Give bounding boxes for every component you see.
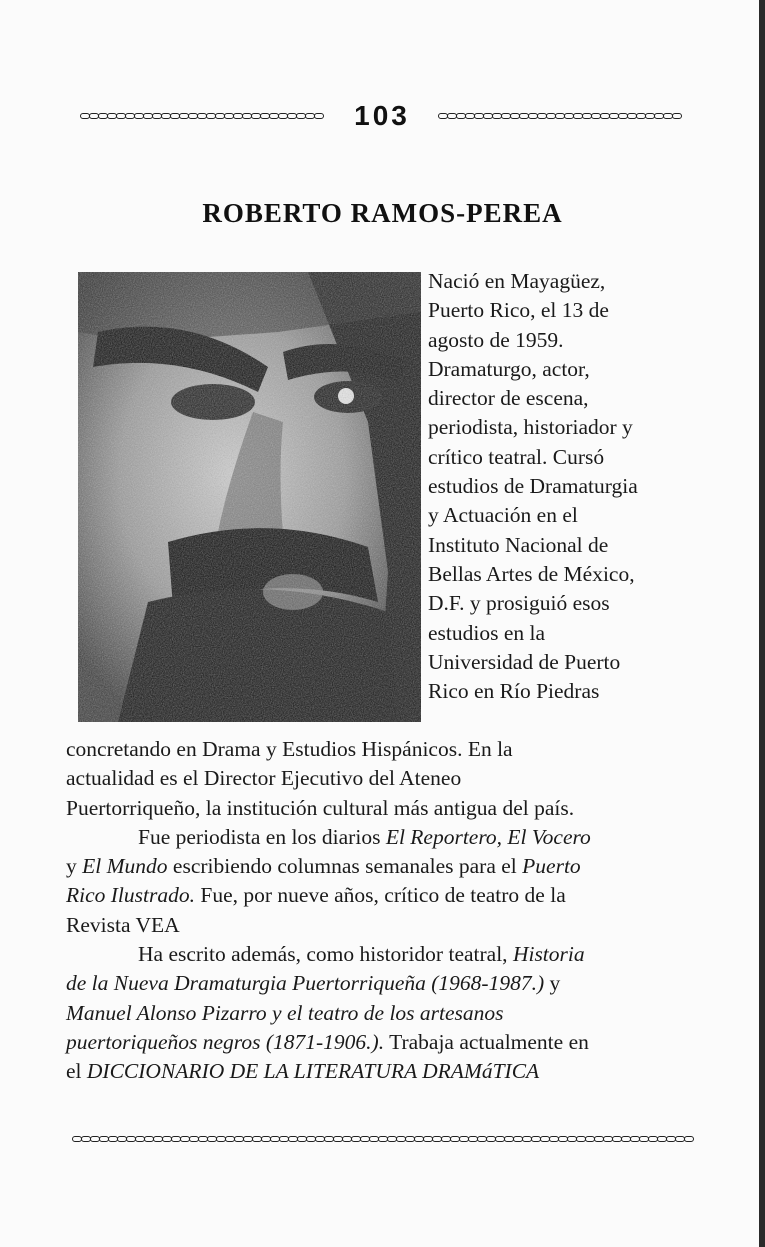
text-line: Revista VEA <box>66 912 180 937</box>
side-text-line: Bellas Artes de México, <box>428 561 635 586</box>
chain-ornament-right <box>438 113 684 119</box>
book-title: puertoriqueños negros (1871-1906.). <box>66 1029 385 1054</box>
side-text-line: Dramaturgo, actor, <box>428 356 590 381</box>
side-text-line: Nació en Mayagüez, <box>428 269 606 293</box>
text-line <box>66 999 696 1028</box>
text-line: actualidad es el Director Ejecutivo del Ateneo <box>66 766 462 791</box>
newspaper-names: El Reportero, El Vocero <box>385 824 591 849</box>
page-edge <box>759 0 765 1247</box>
side-text-line: Universidad de Puerto <box>428 649 621 674</box>
text-span: y <box>544 971 561 996</box>
side-text-line: estudios en la <box>428 620 546 645</box>
text-line <box>66 852 696 881</box>
text-line: concretando en Drama y Estudios Hispánicos. En la <box>66 737 513 761</box>
side-text-line: y Actuación en el <box>428 503 578 528</box>
book-title: Historia <box>512 942 585 967</box>
side-text-line: Puerto Rico, el 13 de <box>428 298 609 323</box>
text-line <box>66 940 696 969</box>
page-header <box>80 100 684 132</box>
side-text-line: periodista, historiador y <box>428 415 633 440</box>
main-column-text <box>66 735 696 1087</box>
chain-ornament-left <box>80 113 326 119</box>
book-title: DICCIONARIO DE LA LITERATURA DRAMáTICA <box>86 1059 540 1084</box>
newspaper-name: El Mundo <box>82 854 168 879</box>
text-line: Puertorriqueño, la institución cultural más antigua del país. <box>66 795 575 820</box>
text-line <box>66 823 696 852</box>
text-line <box>66 881 696 910</box>
magazine-name: Rico Ilustrado. <box>66 883 195 908</box>
side-text-line: agosto de 1959. <box>428 327 564 352</box>
side-text-line: Instituto Nacional de <box>428 532 609 557</box>
page-number: 103 <box>354 100 410 131</box>
portrait-image <box>78 272 421 722</box>
text-line <box>66 1028 696 1057</box>
side-text-line: D.F. y prosiguió esos <box>428 591 610 616</box>
side-text-line: director de escena, <box>428 386 589 411</box>
text-line <box>66 1057 696 1086</box>
chain-link-icon <box>672 113 682 119</box>
page-title: ROBERTO RAMOS-PEREA <box>202 198 563 228</box>
chain-link-icon <box>314 113 324 119</box>
magazine-name: Puerto <box>522 854 581 879</box>
portrait-photo <box>78 272 421 722</box>
text-span: Fue, por nueve años, crítico de teatro de la <box>195 883 566 908</box>
page-footer <box>72 1136 696 1142</box>
text-span: y <box>66 854 83 879</box>
text-span: Ha escrito además, como historidor teatral, <box>138 942 513 967</box>
chain-link-icon <box>684 1136 694 1142</box>
text-span: el <box>66 1059 87 1084</box>
book-title: de la Nueva Dramaturgia Puertorriqueña (1968-1987.) <box>66 971 545 996</box>
side-text-line: crítico teatral. Cursó <box>428 444 605 469</box>
text-span: Trabaja actualmente en <box>384 1029 589 1054</box>
side-text-line: estudios de Dramaturgia <box>428 474 638 499</box>
book-title: Manuel Alonso Pizarro y el teatro de los artesanos <box>66 1000 504 1025</box>
side-text-line: Rico en Río Piedras <box>428 679 600 704</box>
text-line <box>66 969 696 998</box>
chain-ornament-footer <box>72 1136 693 1142</box>
text-span: escribiendo columnas semanales para el <box>167 854 523 879</box>
text-span: Fue periodista en los diarios <box>138 824 386 849</box>
side-column-text <box>428 267 696 706</box>
